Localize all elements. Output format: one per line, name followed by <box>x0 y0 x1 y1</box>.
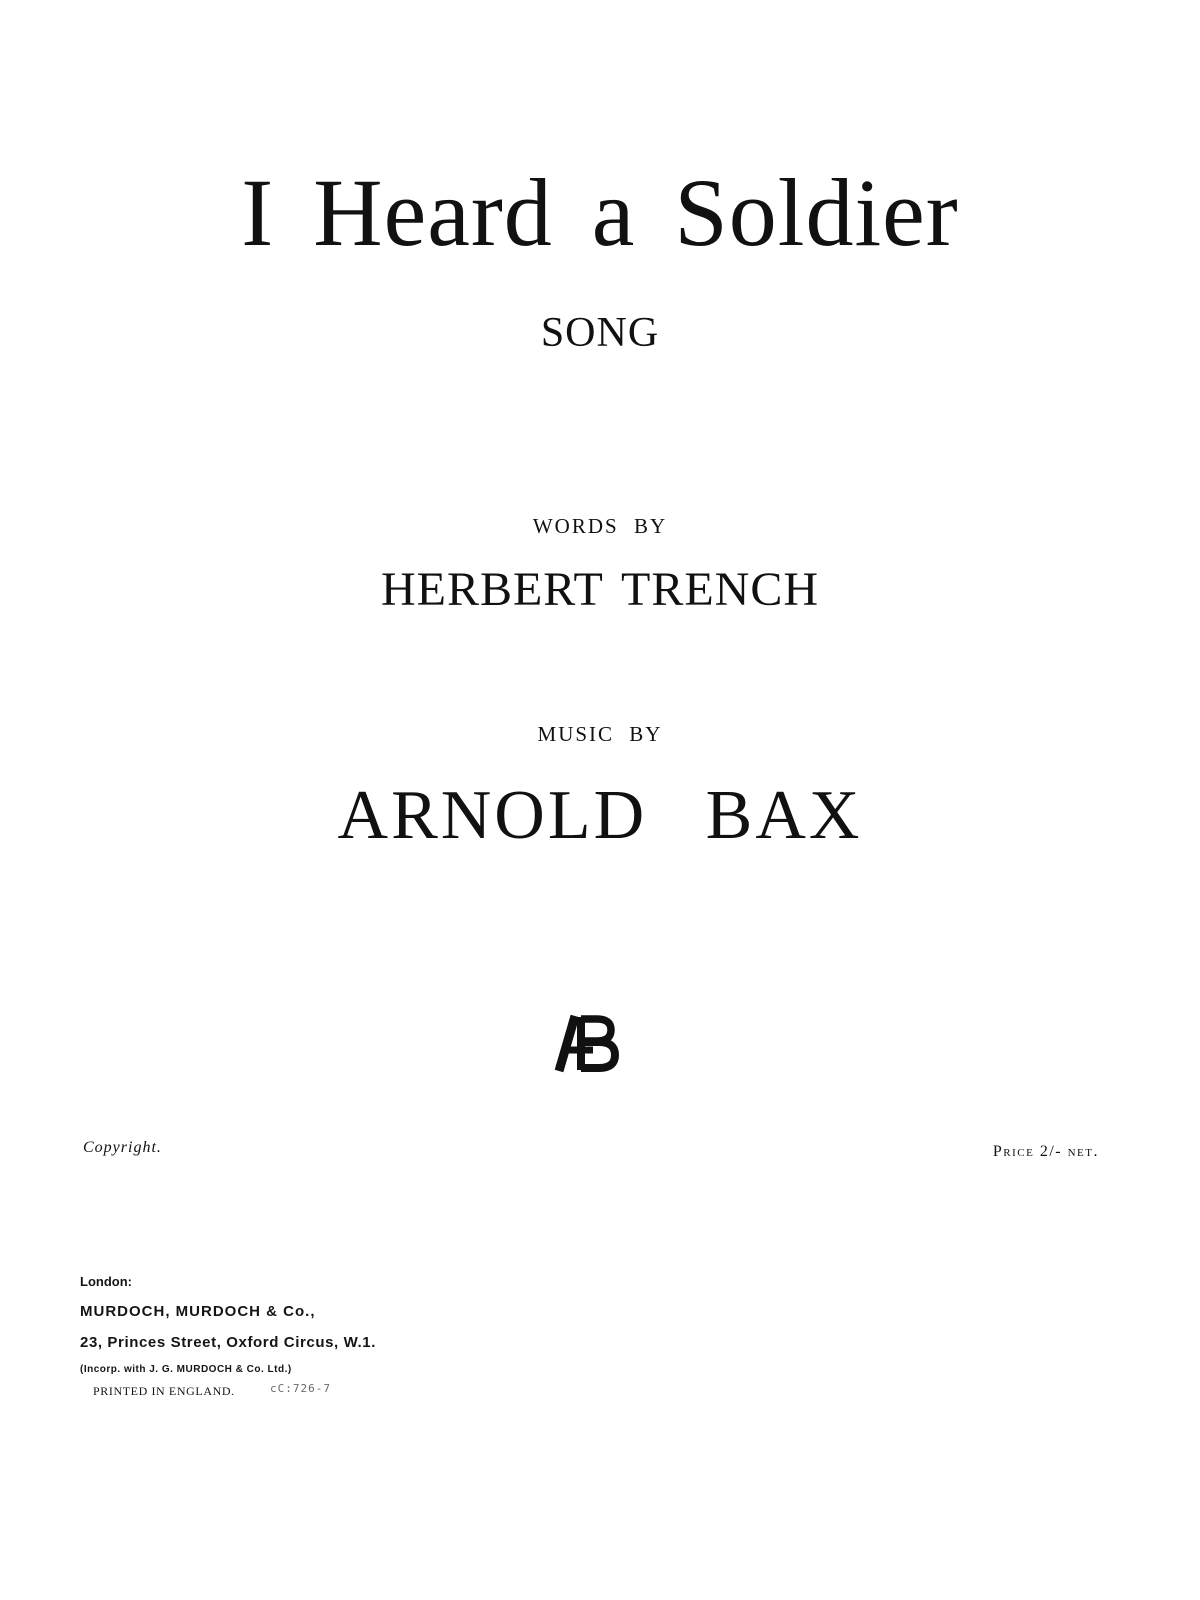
publisher-incorporation: (Incorp. with J. G. MURDOCH & Co. Ltd.) <box>80 1364 292 1375</box>
catalogue-code: cC:726-7 <box>270 1382 331 1395</box>
song-title: I Heard a Soldier <box>241 159 959 266</box>
ab-monogram-logo <box>553 1013 623 1073</box>
publisher-address: 23, Princes Street, Oxford Circus, W.1. <box>80 1334 376 1351</box>
music-by-label: MUSIC BY <box>537 722 663 746</box>
printed-in-note: PRINTED IN ENGLAND. <box>93 1384 235 1398</box>
words-by-label: WORDS BY <box>532 514 668 538</box>
copyright-notice: Copyright. <box>83 1139 162 1156</box>
monogram-icon <box>553 1013 623 1073</box>
poet-name: HERBERT TRENCH <box>380 563 820 616</box>
publisher-name: MURDOCH, MURDOCH & Co., <box>80 1303 316 1320</box>
composer-name: ARNOLD BAX <box>337 777 863 854</box>
subtitle: SONG <box>540 310 660 356</box>
price-label: Price 2/- net. <box>992 1143 1099 1160</box>
publisher-city: London: <box>80 1274 132 1289</box>
